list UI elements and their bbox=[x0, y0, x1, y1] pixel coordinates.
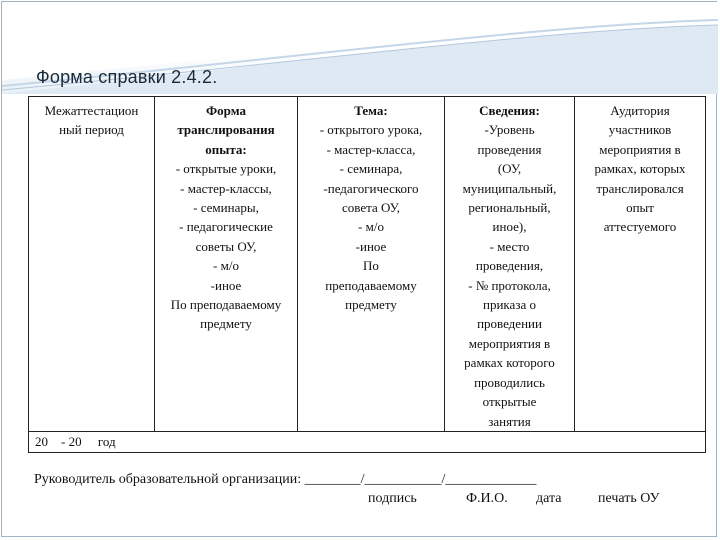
stamp-label: печать ОУ bbox=[598, 491, 660, 506]
period-entry-cell bbox=[29, 431, 706, 452]
column-topic: Тема: - открытого урока, - мастер-класса, - семинара, -педагогического совета ОУ, - м/о -иное По преподаваемому предмету bbox=[298, 97, 445, 432]
page-title: Форма справки 2.4.2. bbox=[36, 67, 218, 87]
report-form-table bbox=[28, 96, 706, 453]
full-name-label: Ф.И.О. bbox=[466, 491, 508, 506]
column-period: Межаттестацион ный период bbox=[29, 97, 155, 432]
period-from: 20 bbox=[35, 433, 48, 449]
table-period-row bbox=[29, 431, 706, 452]
table-header-row bbox=[29, 97, 706, 432]
column-transmission-form: Форма транслирования опыта: - открытые уроки, - мастер-классы, - семинары, - педагогические советы ОУ, - м/о -иное По преподаваемому предмету bbox=[155, 97, 298, 432]
date-label: дата bbox=[536, 491, 562, 506]
column-audience: Аудитория участников мероприятия в рамках, которых транслировался опыт аттестуемого bbox=[575, 97, 706, 432]
period-unit: год bbox=[97, 433, 116, 449]
signature-label: подпись bbox=[368, 491, 417, 506]
director-signature-line: Руководитель образовательной организации: ________/___________/_____________ bbox=[34, 472, 537, 487]
column-details: Сведения: -Уровень проведения (ОУ, муниципальный, региональный, иное), - место проведения, - № протокола, приказа о проведении мероприятия в рамках которого проводились открытые занятия bbox=[445, 97, 575, 432]
period-to: - 20 bbox=[61, 433, 82, 449]
